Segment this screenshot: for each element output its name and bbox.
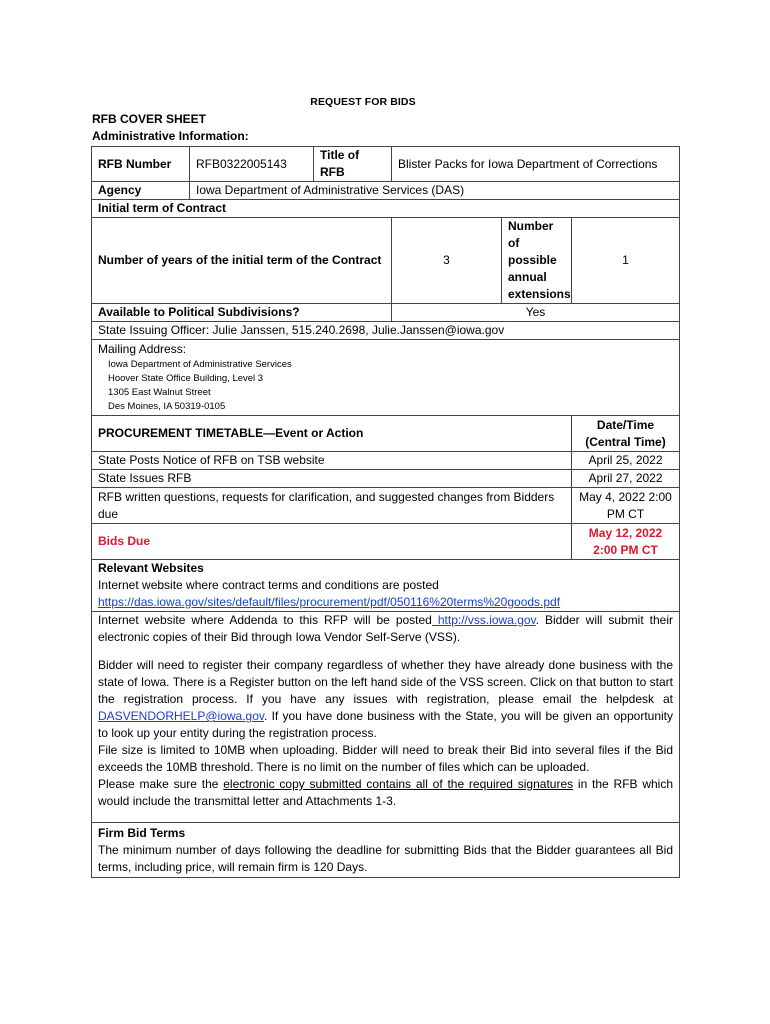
vss-link[interactable]: http://vss.iowa.gov: [431, 613, 536, 627]
term-years-row: [92, 218, 680, 304]
mailing-row: [92, 340, 680, 416]
timetable-event: State Issues RFB: [92, 470, 572, 488]
addenda-text-before: Internet website where Addenda to this RFP will be posted: [98, 613, 432, 627]
timetable-heading: PROCUREMENT TIMETABLE—Event or Action: [92, 416, 572, 452]
terms-website-text: Internet website where contract terms and conditions are posted: [98, 578, 439, 592]
cover-sheet-heading: RFB COVER SHEET: [92, 112, 207, 126]
document-title: REQUEST FOR BIDS: [310, 96, 416, 108]
initial-term-row: [92, 200, 680, 218]
bids-due-row: [92, 524, 680, 560]
extensions-label: Number of possible annual extensions: [502, 218, 572, 304]
terms-link[interactable]: https://das.iowa.gov/sites/default/files/procurement/pdf/050116%20terms%20goods.pdf: [98, 595, 561, 609]
timetable-row: [92, 488, 680, 524]
timetable-event: State Posts Notice of RFB on TSB website: [92, 452, 572, 470]
mailing-line: Hoover State Office Building, Level 3: [108, 373, 264, 384]
rfb-cover-table: [91, 146, 680, 878]
timetable-date-heading: Date/Time (Central Time): [572, 416, 680, 452]
register-text-before: Bidder will need to register their company regardless of whether they have already done business with the state of Iowa. There is a Register button on the left hand side of the VSS screen. Click on that button to start the registration process. If you have any issues with registration, please email the helpdesk at: [98, 658, 673, 706]
subdivisions-label: Available to Political Subdivisions?: [92, 304, 392, 322]
rfb-title-label: Title of RFB: [314, 147, 392, 182]
firm-terms-text: The minimum number of days following the deadline for submitting Bids that the Bidder guarantees all Bid terms, including price, will remain firm is 120 Days.: [98, 843, 673, 874]
mailing-line: Des Moines, IA 50319-0105: [108, 401, 226, 412]
helpdesk-email-link[interactable]: DASVENDORHELP@iowa.gov: [98, 709, 265, 723]
firm-terms-row: [92, 823, 680, 878]
timetable-date: May 4, 2022 2:00 PM CT: [572, 488, 680, 524]
filesize-paragraph: File size is limited to 10MB when uploading. Bidder will need to break their Bid into several files if the Bid exceeds the 10MB threshold. There is no limit on the number of files which can be uploaded.: [98, 743, 673, 774]
addenda-row: [92, 612, 680, 823]
terms-website-row: [92, 560, 680, 612]
mailing-line: 1305 East Walnut Street: [108, 387, 211, 398]
term-years-value: 3: [392, 218, 502, 304]
admin-info-heading: Administrative Information:: [92, 129, 249, 143]
timetable-event: RFB written questions, requests for clarification, and suggested changes from Bidders due: [92, 488, 572, 524]
agency-row: [92, 182, 680, 200]
websites-heading: Relevant Websites: [98, 561, 204, 575]
register-paragraph: [98, 657, 673, 742]
rfb-number-label: RFB Number: [92, 147, 190, 182]
timetable-header-row: [92, 416, 680, 452]
rfb-number-value: RFB0322005143: [190, 147, 314, 182]
timetable-date: April 27, 2022: [572, 470, 680, 488]
rfb-number-row: [92, 147, 680, 182]
addenda-text: [98, 612, 673, 646]
rfb-title-value: Blister Packs for Iowa Department of Corrections: [392, 147, 680, 182]
signature-paragraph: [98, 776, 673, 810]
signature-before: Please make sure the: [98, 777, 224, 791]
firm-terms-heading: Firm Bid Terms: [98, 826, 186, 840]
officer-row: [92, 322, 680, 340]
term-years-label: Number of years of the initial term of the Contract: [92, 218, 392, 304]
agency-label: Agency: [92, 182, 190, 200]
mailing-label: Mailing Address:: [98, 342, 187, 356]
bids-due-date: May 12, 2022 2:00 PM CT: [572, 524, 680, 560]
agency-value: Iowa Department of Administrative Services (DAS): [190, 182, 680, 200]
signature-underlined: electronic copy submitted contains all of the required signatures: [223, 777, 574, 791]
subdivisions-row: [92, 304, 680, 322]
register-text-after: . If you have done business with the State, you will be given an opportunity to look up your entity during the registration process.: [98, 709, 673, 740]
addenda-text-after: . Bidder will submit their electronic copies of their Bid through Iowa Vendor Self-Serve (VSS).: [98, 613, 673, 644]
subdivisions-value: Yes: [392, 304, 680, 322]
extensions-value: 1: [572, 218, 680, 304]
timetable-row: [92, 470, 680, 488]
mailing-line: Iowa Department of Administrative Services: [108, 359, 292, 370]
initial-term-label: Initial term of Contract: [92, 200, 680, 218]
issuing-officer: State Issuing Officer: Julie Janssen, 515.240.2698, Julie.Janssen@iowa.gov: [92, 322, 680, 340]
timetable-row: [92, 452, 680, 470]
signature-after: in the RFB which would include the transmittal letter and Attachments 1-3.: [98, 777, 674, 808]
bids-due-label: Bids Due: [92, 524, 572, 560]
timetable-date: April 25, 2022: [572, 452, 680, 470]
